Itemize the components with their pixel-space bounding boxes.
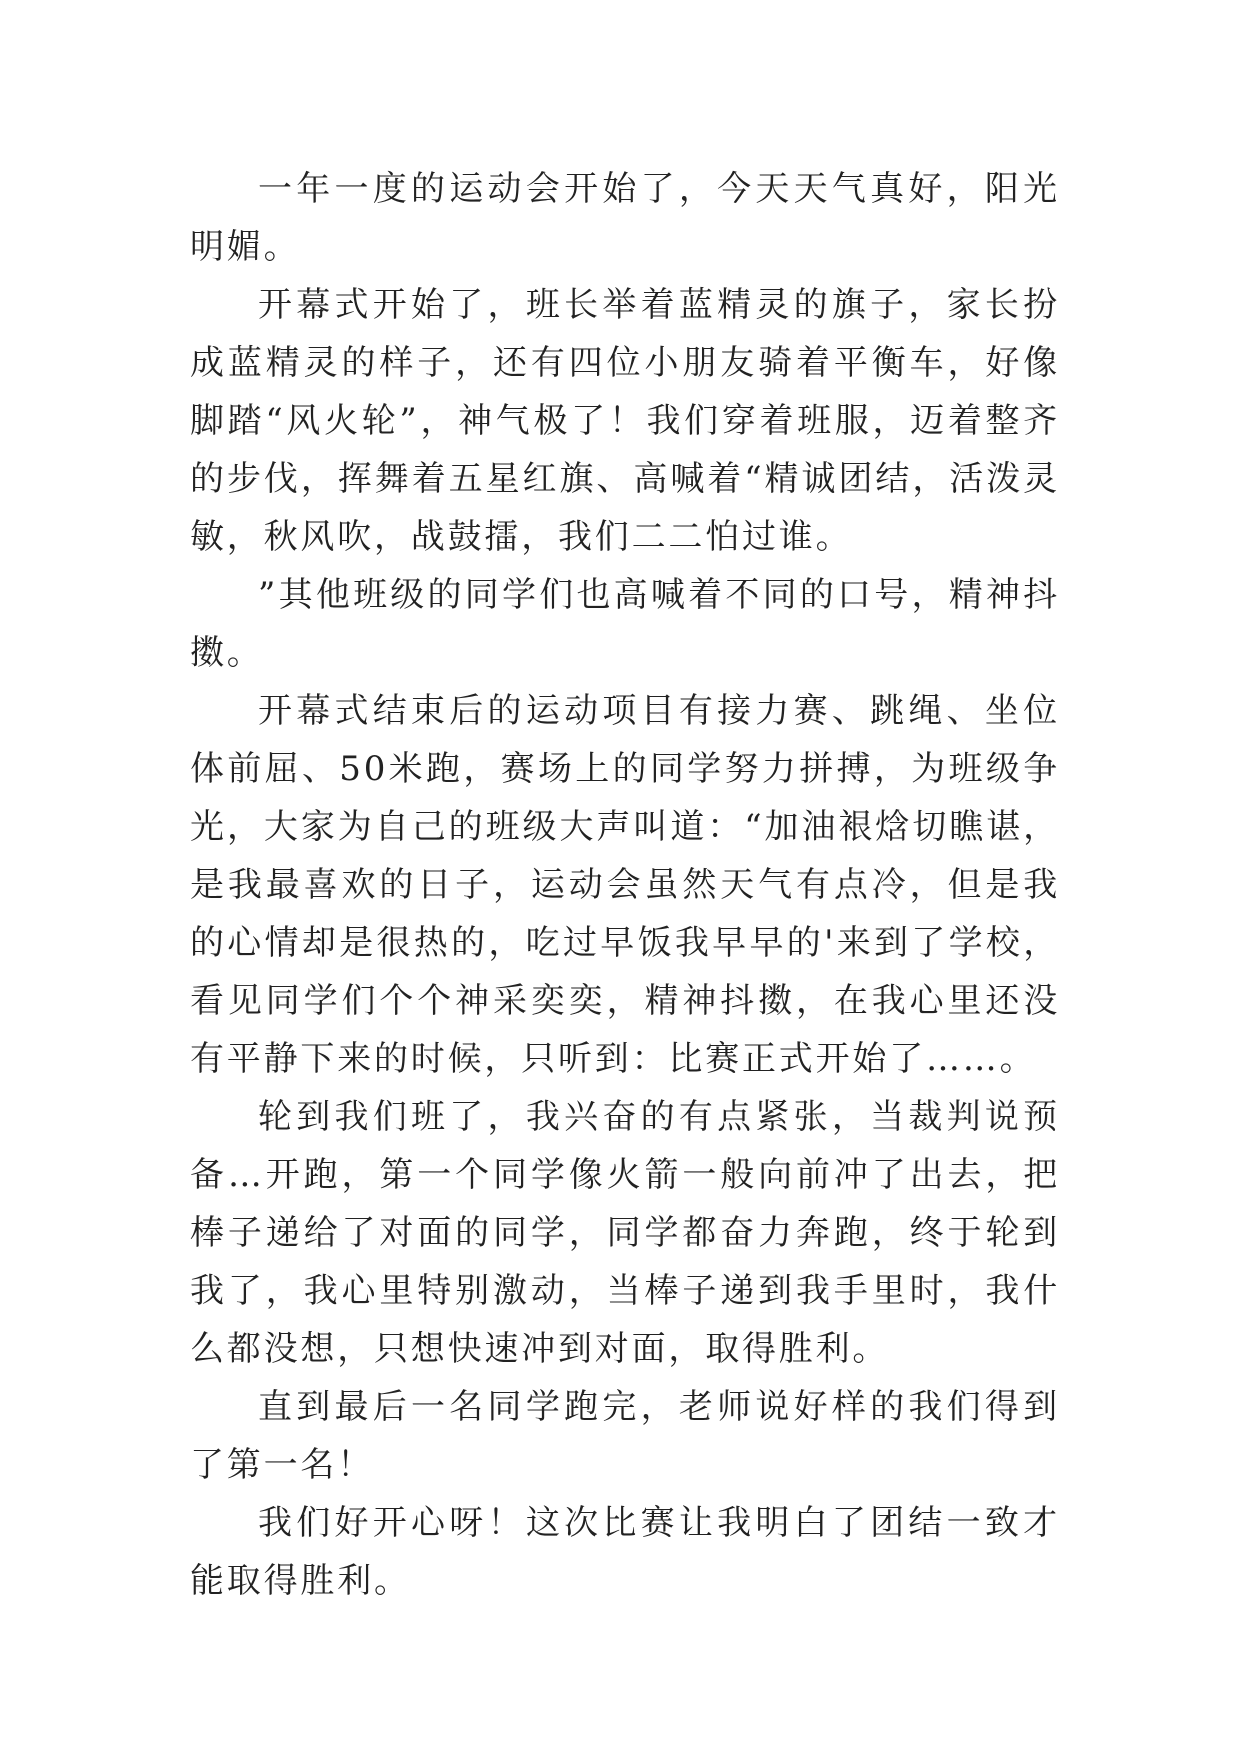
paragraph-5: 轮到我们班了，我兴奋的有点紧张，当裁判说预备…开跑，第一个同学像火箭一般向前冲了出去，把棒子递给了对面的同学，同学都奋力奔跑，终于轮到我了，我心里特别激动，当棒子递到我手里时，我什么都没想，只想快速冲到对面，取得胜利。 [190,1097,1060,1369]
paragraph-1: 一年一度的运动会开始了，今天天气真好，阳光明媚。 [190,169,1060,267]
paragraph-6: 直到最后一名同学跑完，老师说好样的我们得到了第一名！ [190,1387,1060,1485]
document-body [190,160,1060,1610]
paragraph-3: ”其他班级的同学们也高喊着不同的口号，精神抖擞。 [190,575,1060,673]
paragraph-2: 开幕式开始了，班长举着蓝精灵的旗子，家长扮成蓝精灵的样子，还有四位小朋友骑着平衡车，好像脚踏“风火轮”，神气极了！我们穿着班服，迈着整齐的步伐，挥舞着五星红旗、高喊着“精诚团结，活泼灵敏，秋风吹，战鼓擂，我们二二怕过谁。 [190,285,1060,557]
paragraph-4: 开幕式结束后的运动项目有接力赛、跳绳、坐位体前屈、50米跑，赛场上的同学努力拼搏，为班级争光，大家为自己的班级大声叫道：“加油裉焓切瞧谌，是我最喜欢的日子，运动会虽然天气有点冷，但是我的心情却是很热的，吃过早饭我早早的'来到了学校，看见同学们个个神采奕奕，精神抖擞，在我心里还没有平静下来的时候，只听到：比赛正式开始了……。 [190,691,1060,1079]
paragraph-7: 我们好开心呀！这次比赛让我明白了团结一致才能取得胜利。 [190,1503,1060,1601]
